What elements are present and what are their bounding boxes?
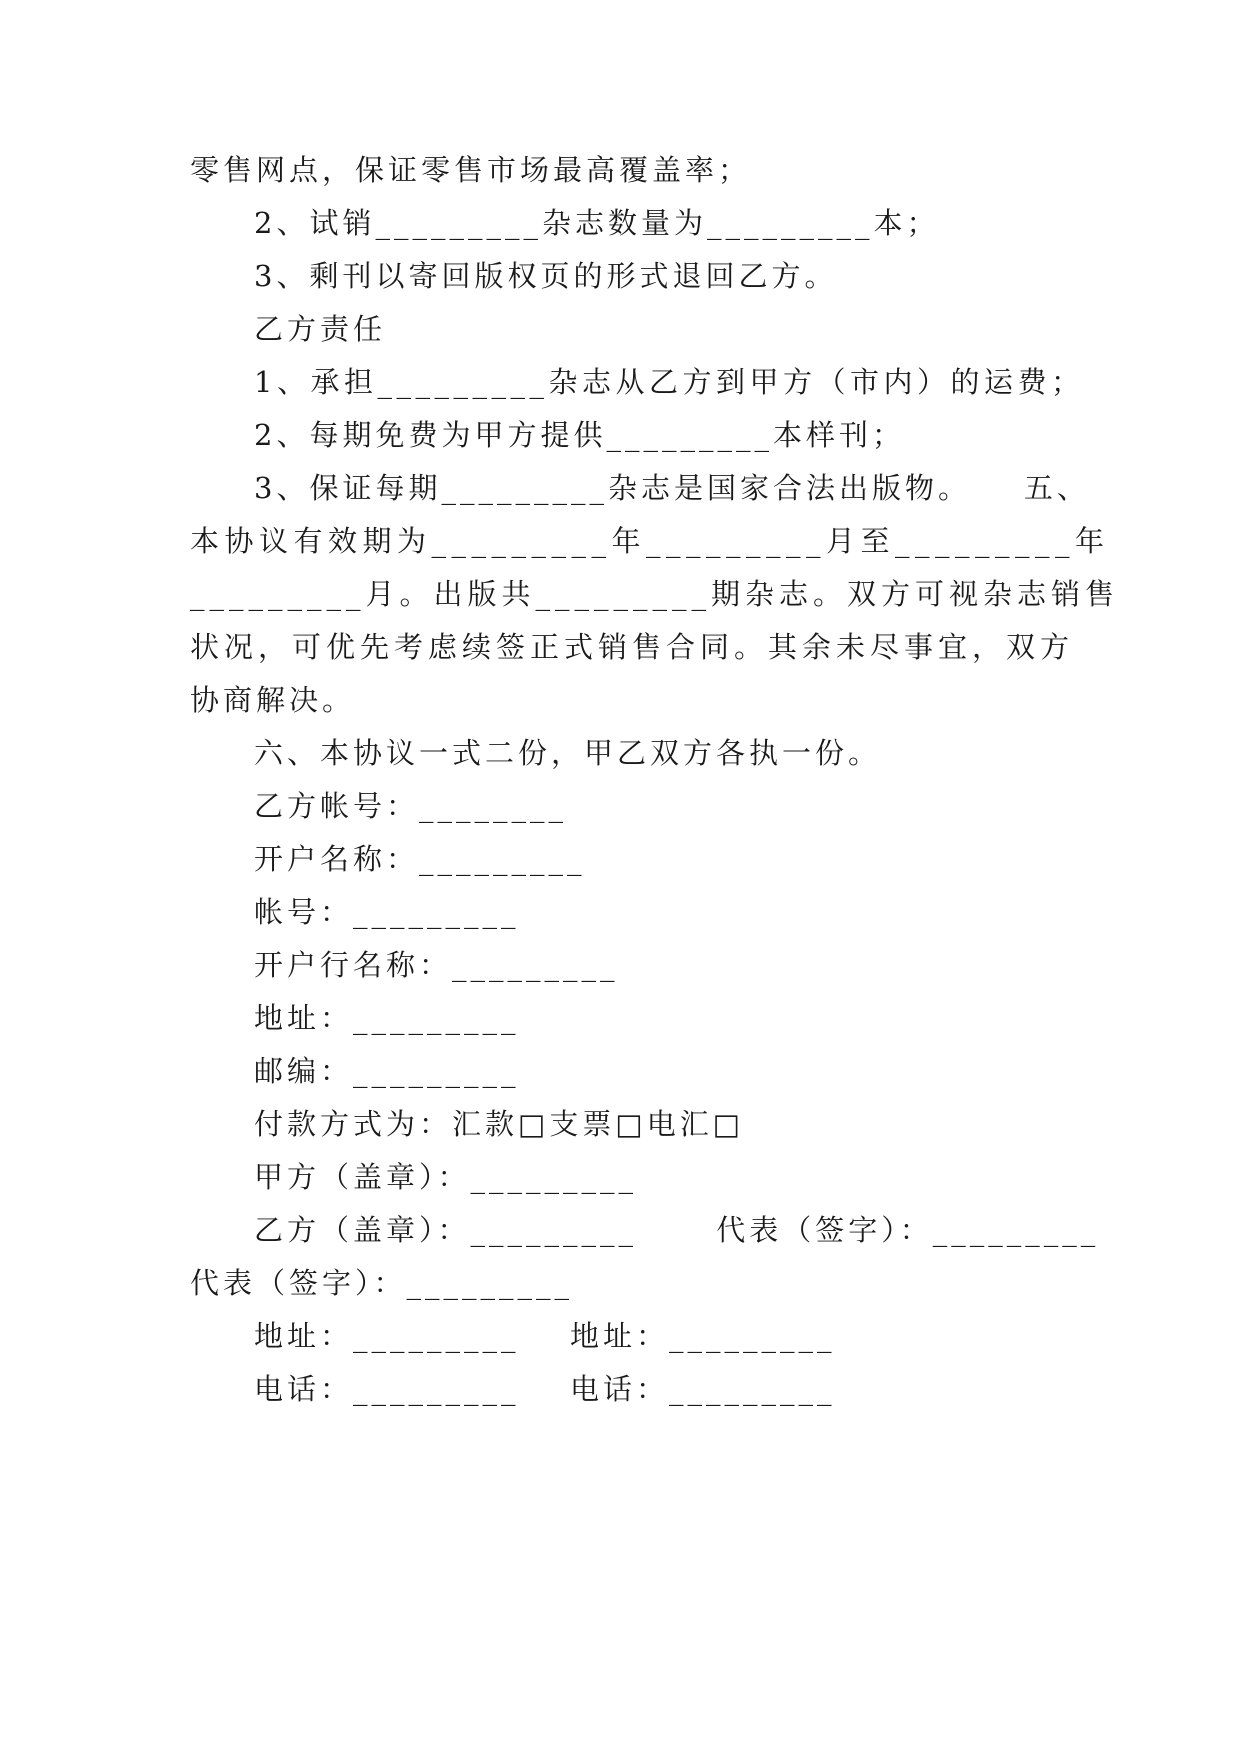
- phone-field-right: 电话：_________: [570, 1372, 836, 1406]
- address-field-right: 地址：_________: [570, 1319, 836, 1353]
- text-line: _________月。出版共_________期杂志。双方可视杂志销售: [190, 577, 1120, 611]
- party-b-seal-field: 乙方（盖章）：_________ 代表（签字）：_________: [254, 1213, 1100, 1247]
- account-number-field: 帐号：_________: [254, 895, 520, 929]
- account-name-field: 开户名称：_________: [254, 842, 586, 876]
- text-line: 3、剩刊以寄回版权页的形式退回乙方。: [254, 259, 838, 293]
- section-heading: 乙方责任: [254, 312, 387, 346]
- text-line: 3、保证每期_________杂志是国家合法出版物。 五、: [254, 471, 1090, 505]
- text-line: 协商解决。: [190, 683, 356, 717]
- postcode-field: 邮编：_________: [254, 1054, 520, 1088]
- account-field: 乙方帐号：________: [254, 789, 568, 823]
- payment-method-line: 付款方式为：汇款□支票□电汇□: [254, 1107, 745, 1141]
- party-a-seal-field: 甲方（盖章）：_________: [254, 1160, 638, 1194]
- text-line: 2、试销_________杂志数量为_________本；: [254, 206, 940, 240]
- text-line: 本协议有效期为_________年_________月至_________年: [190, 524, 1110, 558]
- bank-name-field: 开户行名称：_________: [254, 948, 619, 982]
- address-field-left: 地址：_________: [254, 1319, 520, 1353]
- phone-field-left: 电话：_________: [254, 1372, 520, 1406]
- representative-signature-field: 代表（签字）：_________: [190, 1266, 574, 1300]
- text-line: 零售网点，保证零售市场最高覆盖率；: [190, 153, 752, 187]
- address-field: 地址：_________: [254, 1001, 520, 1035]
- text-line: 1、承担_________杂志从乙方到甲方（市内）的运费；: [254, 365, 1085, 399]
- text-line: 2、每期免费为甲方提供_________本样刊；: [254, 418, 905, 452]
- text-line: 状况，可优先考虑续签正式销售合同。其余未尽事宜，双方: [190, 630, 1075, 664]
- text-line: 六、本协议一式二份，甲乙双方各执一份。: [254, 736, 882, 770]
